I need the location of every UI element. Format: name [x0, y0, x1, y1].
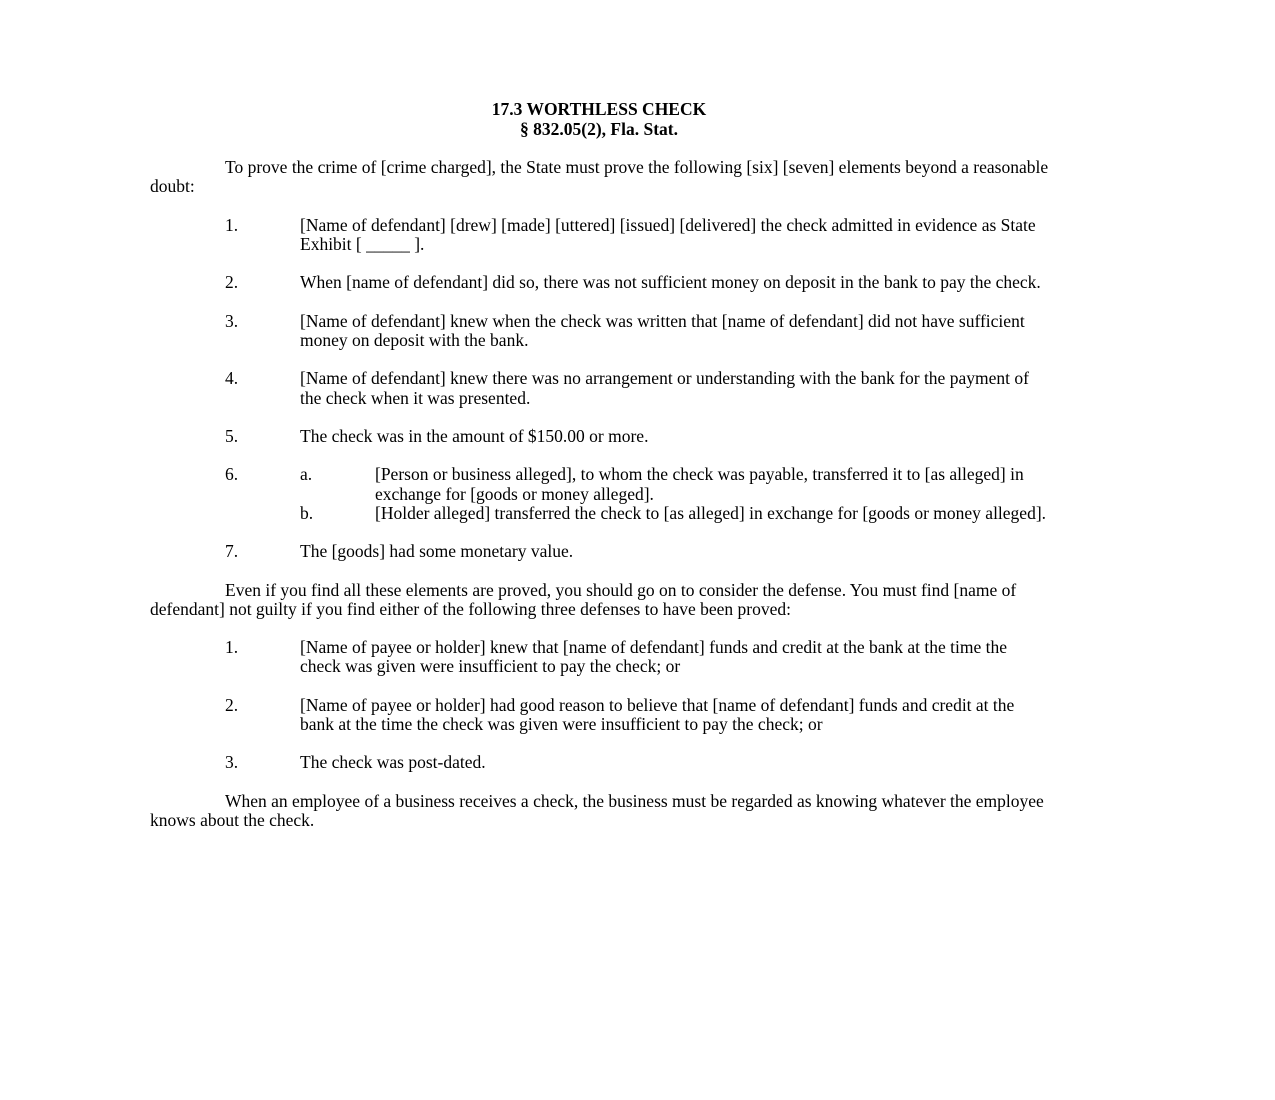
title-line-1: 17.3 WORTHLESS CHECK: [491, 99, 707, 119]
defense-item-3: [150, 753, 1050, 772]
defense-text: [Name of payee or holder] had good reason to believe that [name of defendant] funds and credit at the bank at the time the check was given were insufficient to pay the check; or: [300, 694, 1015, 734]
element-item-6: [150, 465, 1050, 523]
element-text: [Name of defendant] knew there was no arrangement or understanding with the bank for the payment of the check when it was presented.: [300, 368, 1029, 408]
element-item-5: [150, 427, 1050, 446]
element-number: 5.: [225, 425, 239, 446]
defense-intro-paragraph: Even if you find all these elements are proved, you should go on to consider the defense. You must find [name of defendant] not guilty if you find either of the following three defenses to have been proved:: [150, 579, 1017, 619]
subitem-label-b: b.: [300, 502, 314, 523]
element-item-7: [150, 542, 1050, 561]
element-item-1: [150, 216, 1050, 254]
defense-item-1: [150, 638, 1050, 676]
element-text: [Name of defendant] knew when the check was written that [name of defendant] did not have sufficient money on deposit with the bank.: [300, 310, 1025, 350]
defenses-list: [150, 638, 1050, 772]
subitem-label-a: a.: [300, 464, 313, 485]
defense-text: The check was post-dated.: [300, 752, 486, 773]
element-item-3: [150, 312, 1050, 350]
defense-text: [Name of payee or holder] knew that [name of defendant] funds and credit at the bank at the time the check was given were insufficient to pay the check; or: [300, 637, 1008, 677]
element-item-4: [150, 369, 1050, 407]
defense-item-2: [150, 696, 1050, 734]
subitem-text-a: [Person or business alleged], to whom the check was payable, transferred it to [as alleged] in exchange for [goods or money alleged].: [375, 464, 1024, 504]
element-text: When [name of defendant] did so, there was not sufficient money on deposit in the bank to pay the check.: [300, 272, 1041, 293]
element-text: [Name of defendant] [drew] [made] [uttered] [issued] [delivered] the check admitted in evidence as State Exhibit [ _____ ].: [300, 214, 1036, 254]
element-text: The [goods] had some monetary value.: [300, 541, 574, 562]
element-number: 3.: [225, 310, 239, 331]
element-text: The check was in the amount of $150.00 or more.: [300, 425, 649, 446]
element-item-2: [150, 273, 1050, 292]
document-page: [150, 100, 1050, 830]
defense-number: 2.: [225, 694, 239, 715]
closing-paragraph: When an employee of a business receives a check, the business must be regarded as knowing whatever the employee knows about the check.: [150, 790, 1044, 830]
title-line-2: § 832.05(2), Fla. Stat.: [520, 118, 678, 139]
document-title: [148, 100, 1050, 139]
element-6b: [150, 504, 1050, 523]
element-number: 2.: [225, 272, 239, 293]
element-number: 1.: [225, 214, 239, 235]
defense-number: 1.: [225, 637, 239, 658]
element-6a: [150, 465, 1050, 503]
element-number: 4.: [225, 368, 239, 389]
subitem-text-b: [Holder alleged] transferred the check to [as alleged] in exchange for [goods or money alleged].: [375, 502, 1047, 523]
element-number: 7.: [225, 541, 239, 562]
defense-number: 3.: [225, 752, 239, 773]
elements-list: [150, 216, 1050, 562]
intro-paragraph: To prove the crime of [crime charged], the State must prove the following [six] [seven] elements beyond a reasonable doubt:: [150, 157, 1049, 197]
element-number: 6.: [225, 464, 239, 485]
